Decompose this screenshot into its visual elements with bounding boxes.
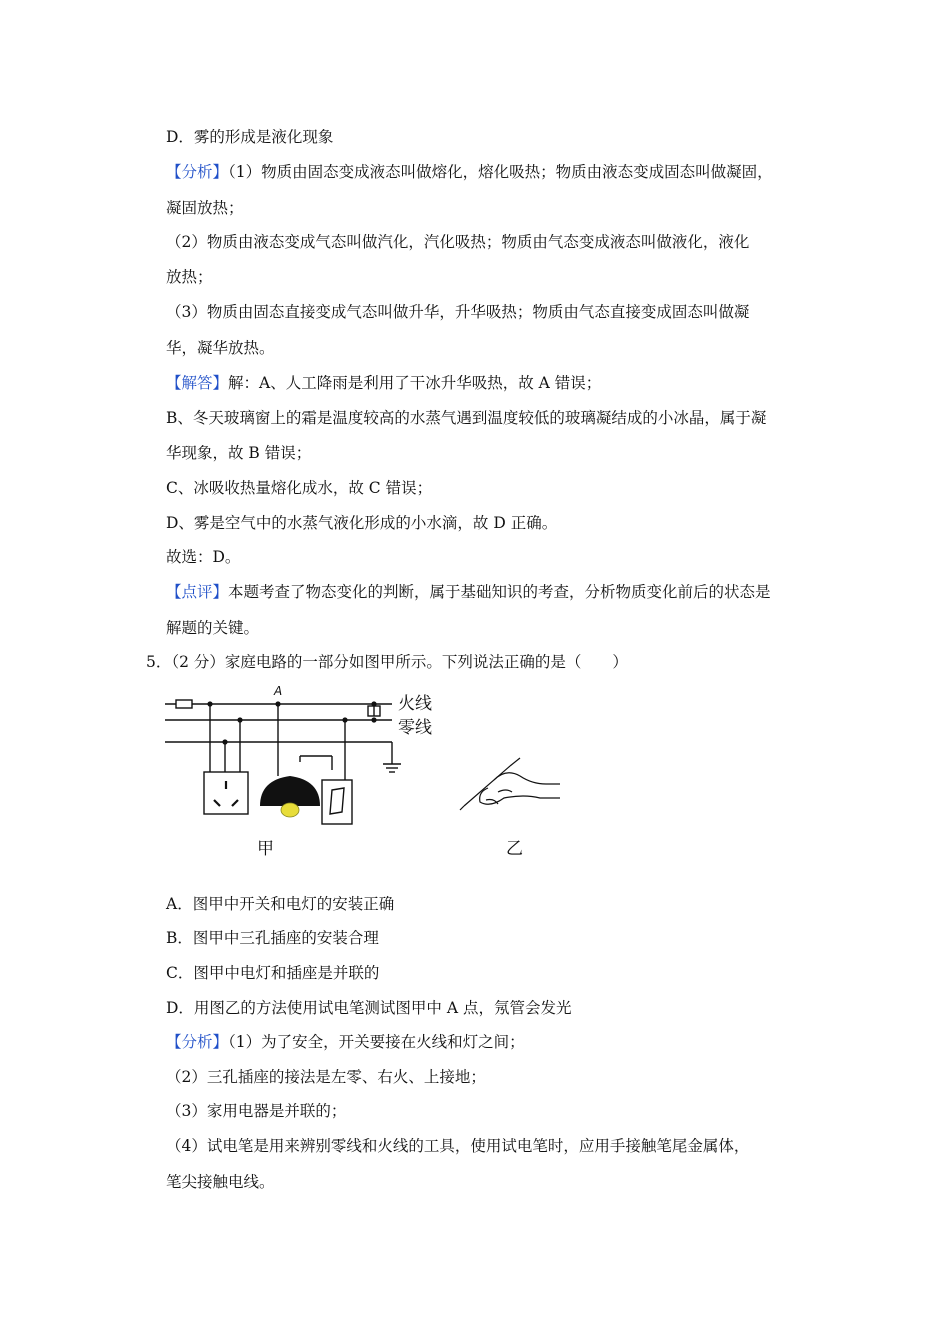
q4-answer-line-6: 故选：D。 xyxy=(166,548,241,566)
q5-analysis-line-4: （4）试电笔是用来辨别零线和火线的工具，使用试电笔时，应用手接触笔尾金属体， xyxy=(166,1137,750,1155)
q5-option-a: A．图甲中开关和电灯的安装正确 xyxy=(166,895,395,913)
q4-analysis-line-5: （3）物质由固态直接变成气态叫做升华，升华吸热；物质由气态直接变成固态叫做凝 xyxy=(166,303,750,321)
point-a-label: A xyxy=(274,684,283,698)
analysis-text: （1）物质由固态变成液态叫做熔化，熔化吸热；物质由液态变成固态叫做凝固， xyxy=(228,163,773,181)
answer-text: 解：A、人工降雨是利用了干冰升华吸热，故 A 错误； xyxy=(228,374,602,392)
comment-tag: 【点评】 xyxy=(166,583,229,601)
q5-analysis-line-5: 笔尖接触电线。 xyxy=(166,1173,275,1191)
q5-analysis-line-2: （2）三孔插座的接法是左零、右火、上接地； xyxy=(166,1068,486,1086)
q5-option-b: B．图甲中三孔插座的安装合理 xyxy=(166,929,379,947)
circuit-diagram xyxy=(160,680,580,860)
q4-analysis-line-2: 凝固放热； xyxy=(166,199,244,217)
analysis-tag: 【分析】 xyxy=(166,163,229,181)
q5-option-d: D．用图乙的方法使用试电笔测试图甲中 A 点，氖管会发光 xyxy=(166,999,572,1017)
analysis-tag: 【分析】 xyxy=(166,1033,229,1051)
q4-answer-line-3: 华现象，故 B 错误； xyxy=(166,444,312,462)
q5-analysis-line-1 xyxy=(166,1031,525,1053)
comment-text: 本题考查了物态变化的判断，属于基础知识的考查，分析物质变化前后的状态是 xyxy=(228,583,771,601)
q4-analysis-line-3: （2）物质由液态变成气态叫做汽化，汽化吸热；物质由气态变成液态叫做液化，液化 xyxy=(166,233,750,251)
q4-answer-line-1 xyxy=(166,372,601,394)
three-hole-socket xyxy=(204,772,248,814)
switch-rocker-icon xyxy=(330,788,344,814)
q4-option-d: D．雾的形成是液化现象 xyxy=(166,128,334,146)
q4-answer-line-2: B、冬天玻璃窗上的霜是温度较高的水蒸气遇到温度较低的玻璃凝结成的小冰晶，属于凝 xyxy=(166,409,767,427)
q4-answer-line-4: C、冰吸收热量熔化成水，故 C 错误； xyxy=(166,479,433,497)
neutral-wire-label: 零线 xyxy=(398,718,432,738)
q4-answer-line-5: D、雾是空气中的水蒸气液化形成的小水滴，故 D 正确。 xyxy=(166,514,558,532)
q5-stem: 5．（2 分）家庭电路的一部分如图甲所示。下列说法正确的是（ ） xyxy=(146,653,628,671)
q4-analysis-line-1 xyxy=(166,161,773,183)
q4-analysis-line-6: 华，凝华放热。 xyxy=(166,339,275,357)
q4-comment-line-2: 解题的关键。 xyxy=(166,619,260,637)
live-wire-label: 火线 xyxy=(398,694,432,714)
test-pen-hand-icon xyxy=(460,758,560,810)
q5-analysis-line-3: （3）家用电器是并联的； xyxy=(166,1102,347,1120)
q4-comment-line-1 xyxy=(166,581,771,603)
q4-analysis-line-4: 放热； xyxy=(166,268,213,286)
caption-left: 甲 xyxy=(257,839,274,859)
analysis-text: （1）为了安全，开关要接在火线和灯之间； xyxy=(228,1033,525,1051)
fuse-icon xyxy=(176,700,192,708)
q5-option-c: C．图甲中电灯和插座是并联的 xyxy=(166,964,380,982)
point-a-dot xyxy=(275,701,280,706)
caption-right: 乙 xyxy=(506,839,523,859)
light-bulb-icon xyxy=(281,803,299,817)
answer-tag: 【解答】 xyxy=(166,374,229,392)
lamp-shade-icon xyxy=(260,776,320,806)
